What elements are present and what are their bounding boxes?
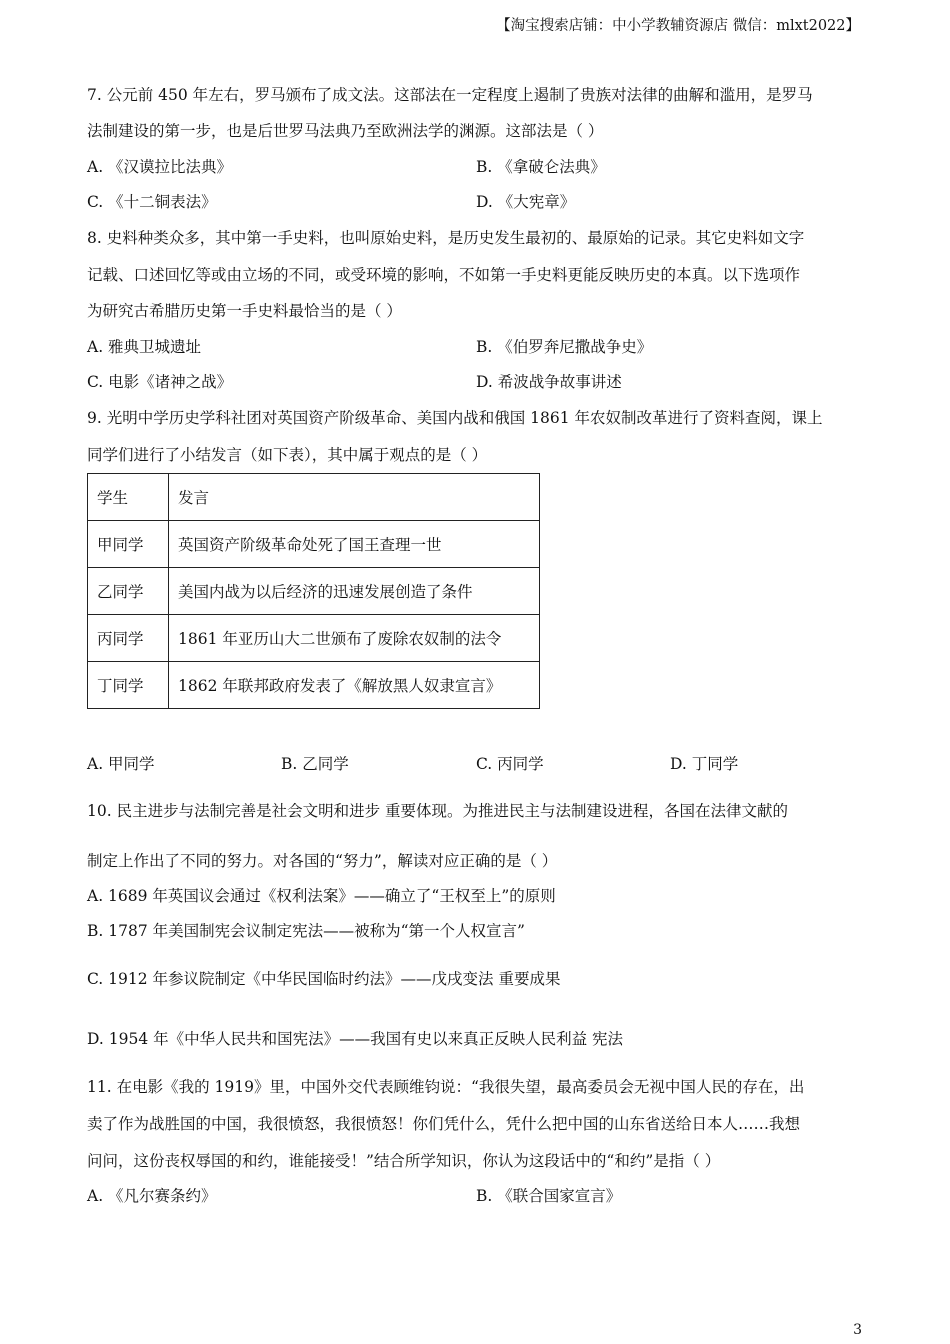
q7-option-a: A. 《汉谟拉比法典》	[87, 158, 233, 176]
table-header-cell: 学生	[88, 474, 169, 521]
table-header-row	[88, 474, 540, 521]
table-cell-student: 甲同学	[88, 521, 169, 568]
q8-line-1: 8. 史料种类众多，其中第一手史料，也叫原始史料，是历史发生最初的、最原始的记录。其它史料如文字	[87, 229, 805, 247]
q9-option-c: C. 丙同学	[476, 755, 544, 773]
q8-line-3: 为研究古希腊历史第一手史料最恰当的是（ ）	[87, 302, 402, 320]
table-cell-speech: 英国资产阶级革命处死了国王查理一世	[169, 521, 540, 568]
table-row	[88, 521, 540, 568]
q9-line-2: 同学们进行了小结发言（如下表），其中属于观点的是（ ）	[87, 446, 488, 464]
table-cell-speech: 1861 年亚历山大二世颁布了废除农奴制的法令	[169, 615, 540, 662]
q7-line-2: 法制建设的第一步，也是后世罗马法典乃至欧洲法学的渊源。这部法是（ ）	[87, 122, 604, 140]
q9-line-1: 9. 光明中学历史学科社团对英国资产阶级革命、美国内战和俄国 1861 年农奴制改革进行了资料查阅，课上	[87, 409, 823, 427]
q11-option-a: A. 《凡尔赛条约》	[87, 1187, 217, 1205]
table-cell-student: 乙同学	[88, 568, 169, 615]
table-row	[88, 615, 540, 662]
q7-option-d: D. 《大宪章》	[476, 193, 576, 211]
q8-option-a: A. 雅典卫城遗址	[87, 338, 202, 356]
q8-line-2: 记载、口述回忆等或由立场的不同，或受环境的影响，不如第一手史料更能反映历史的本真。以下选项作	[87, 266, 801, 284]
q11-line-1: 11. 在电影《我的 1919》里，中国外交代表顾维钧说：“我很失望，最高委员会无视中国人民的存在，出	[87, 1078, 805, 1096]
q10-line-2: 制定上作出了不同的努力。对各国的“努力”，解读对应正确的是（ ）	[87, 852, 558, 870]
q7-option-b: B. 《拿破仑法典》	[476, 158, 606, 176]
q7-option-c: C. 《十二铜表法》	[87, 193, 217, 211]
q11-line-3: 问问，这份丧权辱国的和约，谁能接受！”结合所学知识，你认为这段话中的“和约”是指（ ）	[87, 1152, 721, 1170]
q11-line-2: 卖了作为战胜国的中国，我很愤怒，我很愤怒！你们凭什么，凭什么把中国的山东省送给日本人……我想	[87, 1115, 801, 1133]
table-cell-speech: 1862 年联邦政府发表了《解放黑人奴隶宣言》	[169, 662, 540, 709]
page-number: 3	[853, 1322, 862, 1338]
table-row	[88, 662, 540, 709]
table-row	[88, 568, 540, 615]
q8-option-c: C. 电影《诸神之战》	[87, 373, 233, 391]
page-header: 【淘宝搜索店铺：中小学教辅资源店 微信：mlxt2022】	[496, 18, 860, 34]
q8-option-d: D. 希波战争故事讲述	[476, 373, 622, 391]
table-cell-speech: 美国内战为以后经济的迅速发展创造了条件	[169, 568, 540, 615]
q10-option-d: D. 1954 年《中华人民共和国宪法》——我国有史以来真正反映人民利益 宪法	[87, 1030, 624, 1048]
q9-option-a: A. 甲同学	[87, 755, 155, 773]
speech-table	[87, 473, 540, 709]
q10-option-a: A. 1689 年英国议会通过《权利法案》——确立了“王权至上”的原则	[87, 887, 556, 905]
q10-option-c: C. 1912 年参议院制定《中华民国临时约法》——戊戌变法 重要成果	[87, 970, 561, 988]
q9-option-d: D. 丁同学	[670, 755, 739, 773]
q11-option-b: B. 《联合国家宣言》	[476, 1187, 622, 1205]
q10-option-b: B. 1787 年美国制宪会议制定宪法——被称为“第一个人权宣言”	[87, 922, 525, 940]
q8-option-b: B. 《伯罗奔尼撒战争史》	[476, 338, 653, 356]
q10-line-1: 10. 民主进步与法制完善是社会文明和进步 重要体现。为推进民主与法制建设进程，各国在法律文献的	[87, 802, 789, 820]
q9-option-b: B. 乙同学	[281, 755, 349, 773]
table-cell-student: 丁同学	[88, 662, 169, 709]
table-header-cell: 发言	[169, 474, 540, 521]
q7-line-1: 7. 公元前 450 年左右，罗马颁布了成文法。这部法在一定程度上遏制了贵族对法律的曲解和滥用，是罗马	[87, 86, 813, 104]
table-cell-student: 丙同学	[88, 615, 169, 662]
